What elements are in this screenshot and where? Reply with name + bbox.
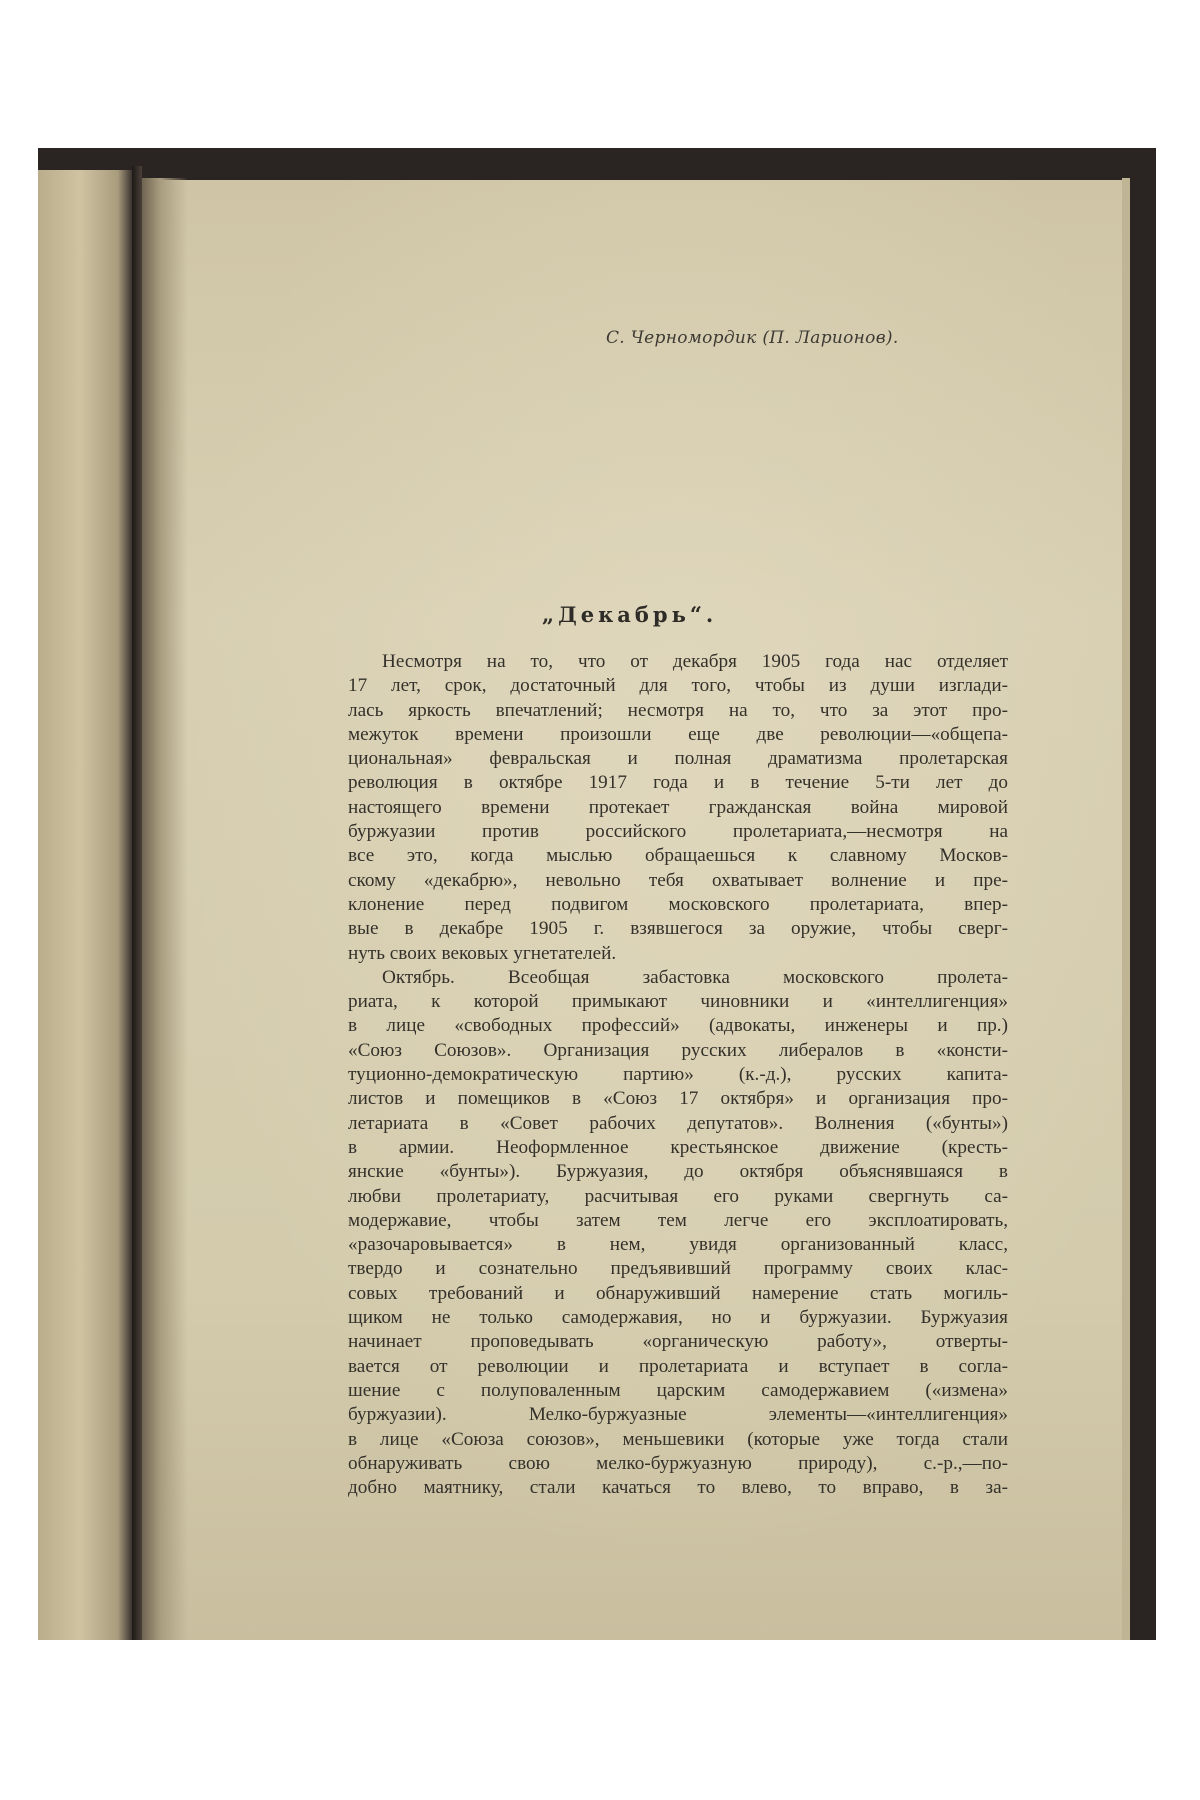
text-line: 17 лет, срок, достаточный для того, чтобы из души изглади-	[348, 675, 1008, 697]
text-line: вые в декабре 1905 г. взявшегося за оружие, чтобы сверг-	[348, 918, 1008, 940]
text-line: революция в октябре 1917 года и в течение 5-ти лет до	[348, 772, 1008, 794]
text-line: все это, когда мыслью обращаешься к славному Москов-	[348, 845, 1008, 867]
text-line: добно маятнику, стали качаться то влево, то вправо, в за-	[348, 1477, 1008, 1499]
text-line: буржуазии против российского пролетариата,—несмотря на	[348, 821, 1008, 843]
text-line: начинает проповедывать «органическую работу», отверты-	[348, 1331, 1008, 1353]
book-page	[142, 180, 1122, 1640]
text-line: туционно-демократическую партию» (к.-д.), русских капита-	[348, 1064, 1008, 1086]
text-line: Несмотря на то, что от декабря 1905 года нас отделяет	[382, 651, 1008, 672]
spine-shadow	[142, 178, 188, 1640]
chapter-title: „Декабрь“.	[542, 602, 718, 627]
text-line: листов и помещиков в «Союз 17 октября» и организация про-	[348, 1088, 1008, 1110]
text-line: «Союз Союзов». Организация русских либералов в «консти-	[348, 1039, 1008, 1061]
text-line: лась яркость впечатлений; несмотря на то, что за этот про-	[348, 699, 1008, 721]
text-line: щиком не только самодержавия, но и буржуазии. Буржуазия	[348, 1307, 1008, 1329]
text-line: в лице «Союза союзов», меньшевики (которые уже тогда стали	[348, 1428, 1008, 1450]
text-line: нуть своих вековых угнетателей.	[348, 942, 617, 964]
text-line: в лице «свободных профессий» (адвокаты, инженеры и пр.)	[348, 1015, 1008, 1037]
body-text	[348, 650, 1008, 1500]
text-line: скому «декабрю», невольно тебя охватывает волнение и пре-	[348, 869, 1008, 891]
text-line: в армии. Неоформленное крестьянское движение (кресть-	[348, 1136, 1008, 1158]
text-line: твердо и сознательно предъявивший программу своих клас-	[348, 1258, 1008, 1280]
text-line: Октябрь. Всеобщая забастовка московского пролета-	[382, 966, 1008, 988]
text-line: шение с полуповаленным царским самодержавием («измена»	[348, 1379, 1008, 1401]
text-line: обнаруживать свою мелко-буржуазную природу), с.-р.,—по-	[348, 1452, 1008, 1474]
text-line: циональная» февральская и полная драматизма пролетарская	[348, 748, 1008, 770]
text-line: клонение перед подвигом московского пролетариата, впер-	[348, 893, 1008, 915]
text-line: риата, к которой примыкают чиновники и «интеллигенция»	[348, 991, 1008, 1013]
text-line: «разочаровывается» в нем, увидя организованный класс,	[348, 1234, 1008, 1256]
text-line: совых требований и обнаруживший намерение стать могиль-	[348, 1282, 1008, 1304]
text-line: вается от революции и пролетариата и вступает в согла-	[348, 1355, 1008, 1377]
text-line: летариата в «Совет рабочих депутатов». Волнения («бунты»)	[348, 1112, 1008, 1134]
text-line: модержавие, чтобы затем тем легче его эксплоатировать,	[348, 1209, 1008, 1231]
text-line: буржуазии). Мелко-буржуазные элементы—«интеллигенция»	[348, 1404, 1008, 1426]
text-line: настоящего времени протекает гражданская война мировой	[348, 796, 1008, 818]
text-line: янские «бунты»). Буржуазия, до октября объяснявшаяся в	[348, 1161, 1008, 1183]
book-gutter	[132, 166, 142, 1640]
text-line: любви пролетариату, расчитывая его руками свергнуть са-	[348, 1185, 1008, 1207]
text-line: межуток времени произошли еще две революции—«общепа-	[348, 723, 1008, 745]
right-page-edge	[1122, 178, 1130, 1640]
author-line: С. Черномордик (П. Ларионов).	[606, 328, 899, 348]
book-photo	[38, 148, 1156, 1640]
left-page-edge	[38, 170, 132, 1640]
